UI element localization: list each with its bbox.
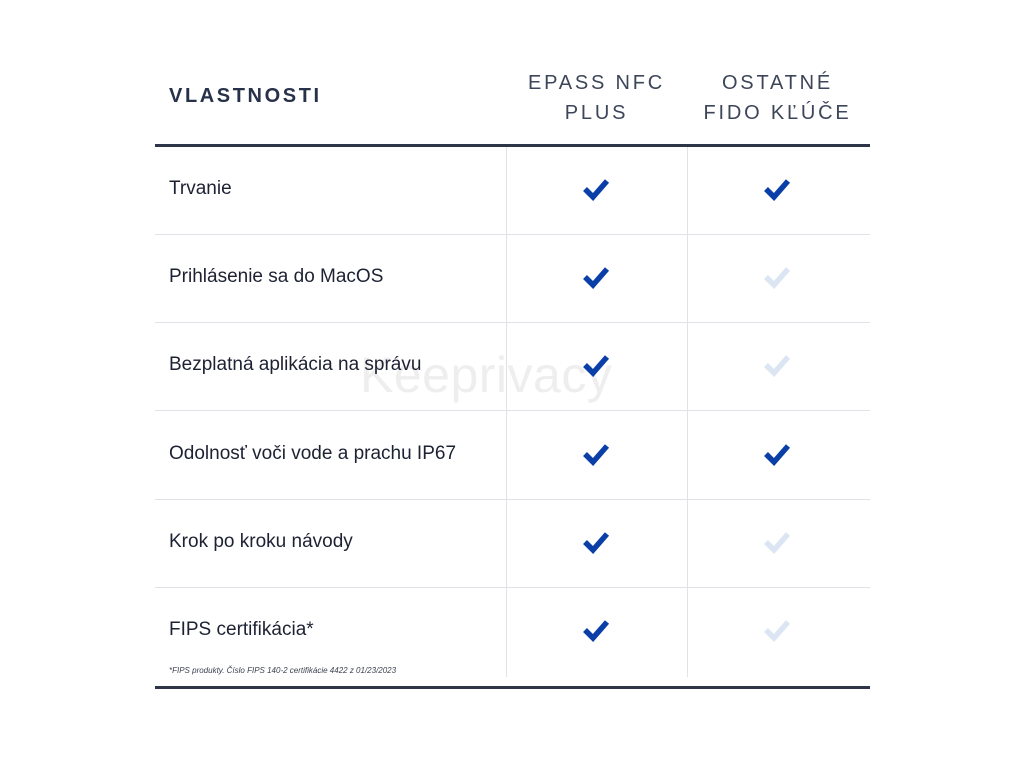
column-header-epass-line2: PLUS bbox=[564, 102, 629, 124]
table-row bbox=[155, 500, 870, 588]
other-cell bbox=[763, 265, 791, 289]
checkmark-icon bbox=[582, 530, 610, 554]
footnote: *FIPS produkty. Číslo FIPS 140-2 certifikácie 4422 z 01/23/2023 bbox=[169, 666, 397, 675]
checkmark-icon bbox=[582, 265, 610, 289]
other-cell bbox=[763, 177, 791, 201]
other-cell bbox=[763, 530, 791, 554]
epass-cell bbox=[582, 442, 610, 466]
column-header-other-line1: OSTATNÉ bbox=[721, 72, 834, 94]
checkmark-icon bbox=[582, 442, 610, 466]
checkmark-icon-disabled bbox=[763, 530, 791, 554]
table-row bbox=[155, 588, 870, 676]
watermark: Keeprivacy bbox=[360, 347, 613, 403]
other-cell bbox=[763, 353, 791, 377]
checkmark-icon bbox=[763, 177, 791, 201]
epass-cell bbox=[582, 530, 610, 554]
column-header-other-line2: FIDO KĽÚČE bbox=[703, 102, 852, 124]
row-label: Krok po kroku návody bbox=[169, 531, 353, 552]
checkmark-icon bbox=[763, 442, 791, 466]
table-row bbox=[155, 147, 870, 235]
row-label: Bezplatná aplikácia na správu bbox=[169, 354, 422, 375]
table-row bbox=[155, 412, 870, 500]
epass-cell bbox=[582, 353, 610, 377]
checkmark-icon-disabled bbox=[763, 353, 791, 377]
checkmark-icon-disabled bbox=[763, 618, 791, 642]
row-label: Prihlásenie sa do MacOS bbox=[169, 266, 384, 287]
table-row bbox=[155, 235, 870, 323]
row-label: Odolnosť voči vode a prachu IP67 bbox=[169, 443, 457, 464]
checkmark-icon bbox=[582, 353, 610, 377]
other-cell bbox=[763, 442, 791, 466]
column-header-features: VLASTNOSTI bbox=[169, 85, 322, 107]
table-row bbox=[155, 323, 870, 411]
row-label: FIPS certifikácia* bbox=[169, 619, 314, 640]
table-bottom-rule bbox=[155, 686, 870, 689]
row-label: Trvanie bbox=[169, 178, 232, 199]
checkmark-icon bbox=[582, 177, 610, 201]
column-header-epass-line1: EPASS NFC bbox=[527, 72, 666, 94]
checkmark-icon bbox=[582, 618, 610, 642]
checkmark-icon-disabled bbox=[763, 265, 791, 289]
epass-cell bbox=[582, 618, 610, 642]
epass-cell bbox=[582, 265, 610, 289]
table-header bbox=[155, 60, 870, 144]
other-cell bbox=[763, 618, 791, 642]
column-header-other bbox=[687, 68, 868, 128]
column-header-epass bbox=[506, 68, 687, 128]
epass-cell bbox=[582, 177, 610, 201]
